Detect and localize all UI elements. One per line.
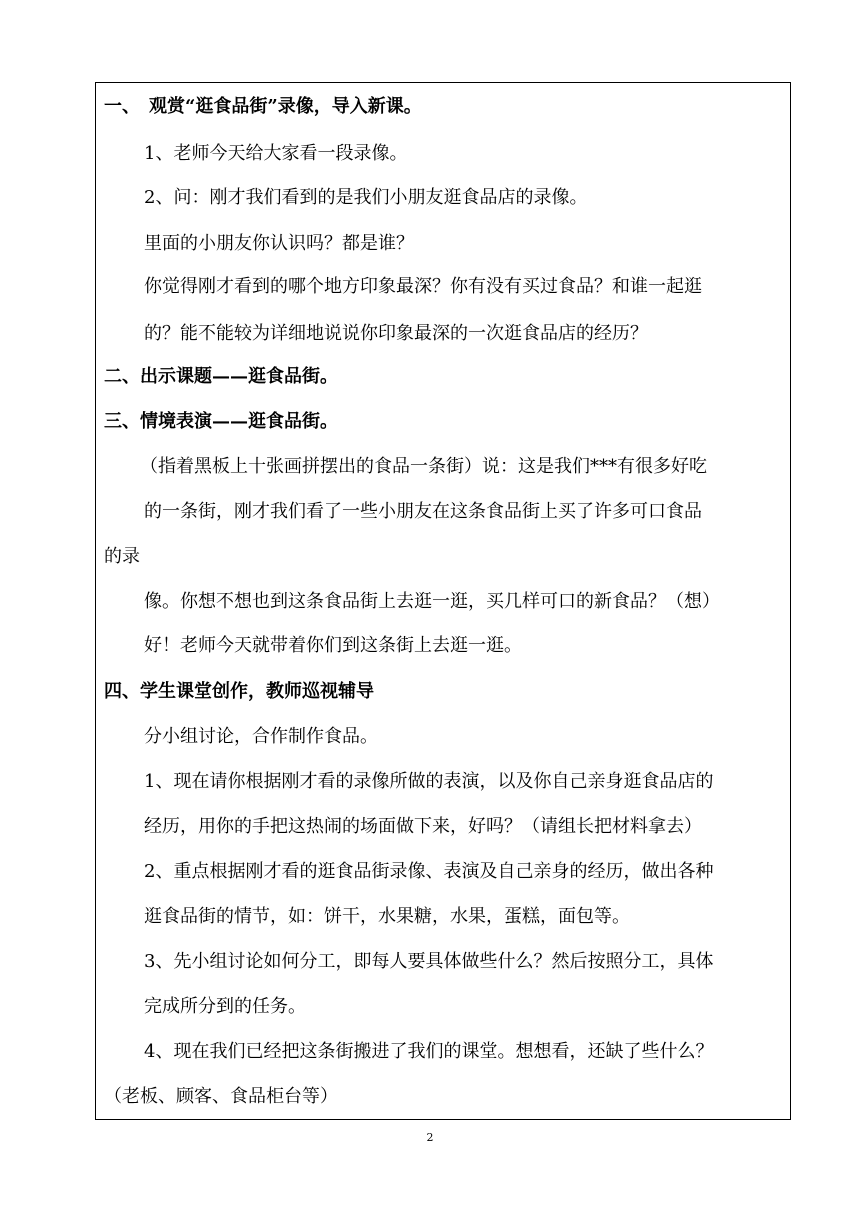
paragraph-line: 好！老师今天就带着你们到这条街上去逛一逛。 [144,635,522,656]
paragraph-line: 逛食品街的情节，如：饼干，水果糖，水果，蛋糕，面包等。 [144,906,630,927]
section-heading-1: 一、 观赏“逛食品街”录像，导入新课。 [104,96,422,117]
paragraph-line: 像。你想不想也到这条食品街上去逛一逛，买几样可口的新食品？（想） [144,591,720,612]
paragraph-line: 分小组讨论，合作制作食品。 [144,726,378,747]
section-heading-2: 二、出示课题——逛食品街。 [104,366,338,387]
paragraph-line: 的一条街，刚才我们看了一些小朋友在这条食品街上买了许多可口食品 [144,501,702,522]
page-number: 2 [426,1131,434,1144]
paragraph-line: 经历，用你的手把这热闹的场面做下来，好吗？（请组长把材料拿去） [144,816,702,837]
paragraph-line: （老板、顾客、食品柜台等） [104,1086,338,1107]
section-heading-3: 三、情境表演——逛食品街。 [104,411,338,432]
paragraph-line: 2、重点根据刚才看的逛食品街录像、表演及自己亲身的经历，做出各种 [144,861,714,882]
paragraph-line: 2、问：刚才我们看到的是我们小朋友逛食品店的录像。 [144,187,588,208]
paragraph-line: 里面的小朋友你认识吗？都是谁？ [144,233,414,254]
paragraph-line: 4、现在我们已经把这条街搬进了我们的课堂。想想看，还缺了些什么？ [144,1041,714,1062]
paragraph-line: 3、先小组讨论如何分工，即每人要具体做些什么？然后按照分工，具体 [144,951,714,972]
paragraph-line: 完成所分到的任务。 [144,996,306,1017]
paragraph-line: 的？能不能较为详细地说说你印象最深的一次逛食品店的经历？ [144,323,648,344]
paragraph-line: 1、现在请你根据刚才看的录像所做的表演，以及你自己亲身逛食品店的 [144,771,714,792]
paragraph-line: 你觉得刚才看到的哪个地方印象最深？你有没有买过食品？和谁一起逛 [144,276,702,297]
section-heading-4: 四、学生课堂创作，教师巡视辅导 [104,681,374,702]
paragraph-line: （指着黑板上十张画拼摆出的食品一条街）说：这是我们***有很多好吃 [140,456,707,477]
paragraph-line: 1、老师今天给大家看一段录像。 [144,143,408,164]
paragraph-line: 的录 [104,546,140,567]
